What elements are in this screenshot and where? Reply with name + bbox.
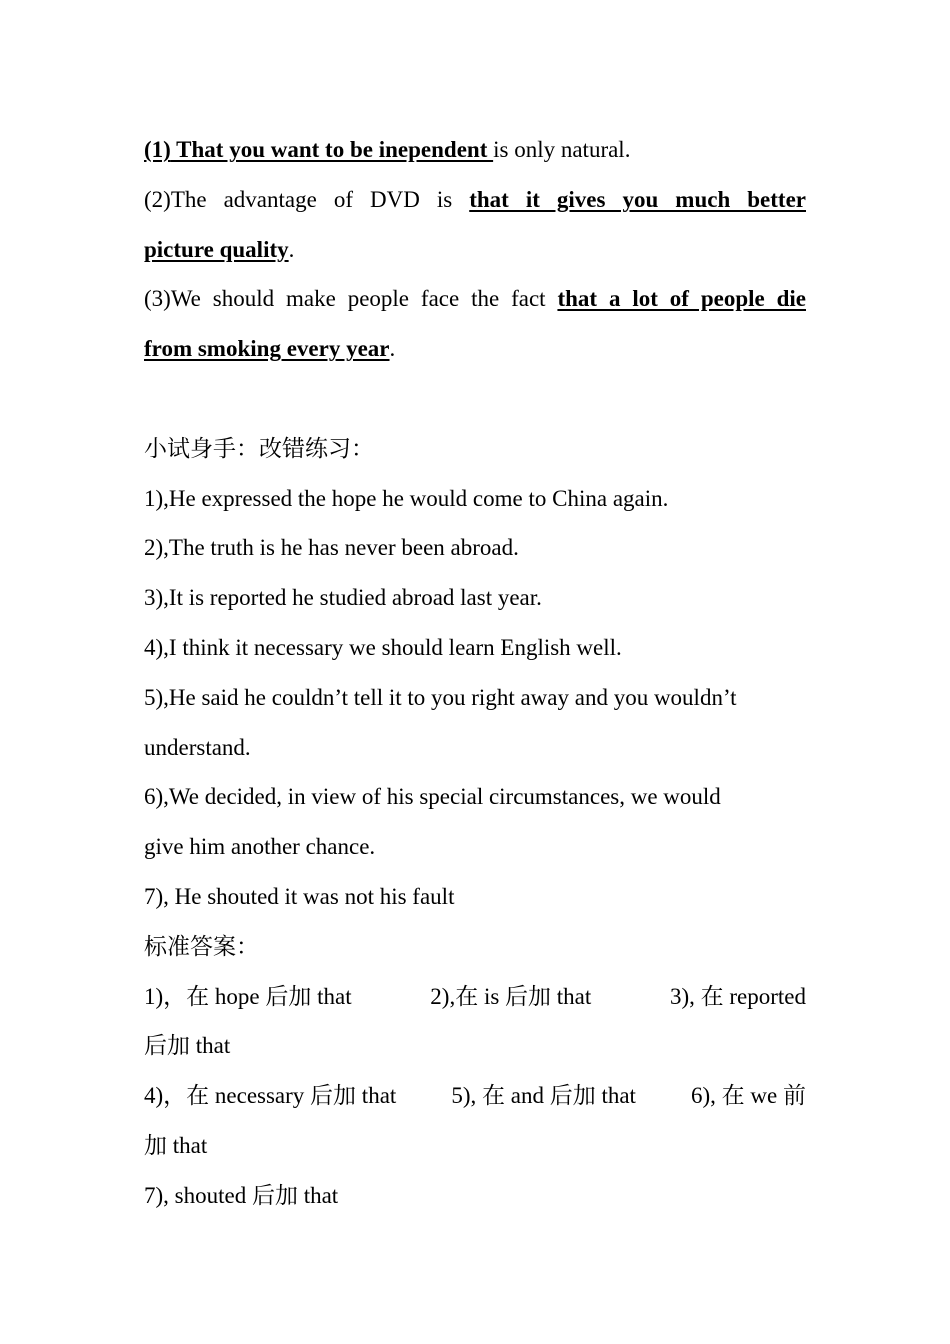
example-2-line-1 (144, 175, 806, 225)
example-1-subject-clause: That you want to be inependent (170, 137, 494, 162)
example-3-appositive-clause: that a lot of people die (557, 286, 806, 312)
exercise-item: 2),The truth is he has never been abroad. (144, 535, 519, 561)
exercise-item: 1),He expressed the hope he would come to China again. (144, 485, 669, 511)
example-1 (144, 125, 806, 175)
example-3-prefix: (3)We should make people face the fact (144, 286, 558, 312)
answer-7: 7), shouted 后加 that (144, 1182, 339, 1208)
example-1-label: (1) (144, 137, 171, 162)
blank-line (144, 374, 806, 424)
example-1-rest: is only natural. (493, 137, 631, 162)
example-3-appositive-clause-cont: from smoking every year (144, 336, 390, 362)
example-3-line-1 (144, 274, 806, 324)
answer-3-cont: 后加 that (144, 1033, 231, 1059)
example-2-prefix: (2)The advantage of DVD is (144, 186, 470, 212)
answers-row-2 (144, 1071, 806, 1121)
exercise-item: 7), He shouted it was not his fault (144, 883, 455, 909)
exercise-item: 4),I think it necessary we should learn English well. (144, 634, 622, 660)
example-2-predicative-clause: that it gives you much better (469, 186, 806, 212)
example-2-predicative-clause-cont: picture quality (144, 236, 289, 262)
example-3-end: . (389, 336, 396, 362)
answer-1: 1)，在 hope 后加 that (144, 983, 352, 1009)
document-page (144, 125, 806, 1221)
example-3-line-2 (144, 324, 806, 374)
exercise-item-cont: understand. (144, 734, 251, 760)
example-2-end: . (288, 236, 295, 262)
exercise-item-cont: give him another chance. (144, 834, 376, 860)
answer-6: 6), 在 we 前 (691, 1083, 806, 1109)
exercise-item: 3),It is reported he studied abroad last year. (144, 585, 542, 611)
answer-4: 4)，在 necessary 后加 that (144, 1083, 397, 1109)
answer-3: 3), 在 reported (669, 983, 806, 1009)
exercise-item: 5),He said he couldn’t tell it to you right away and you wouldn’t (144, 684, 737, 710)
answer-5: 5), 在 and 后加 that (451, 1083, 636, 1109)
answers-row-1 (144, 972, 806, 1022)
answer-6-cont: 加 that (144, 1132, 208, 1158)
exercise-heading: 小试身手：改错练习： (144, 435, 374, 461)
answers-heading: 标准答案： (144, 933, 259, 959)
example-2-line-2 (144, 225, 806, 275)
answer-2: 2),在 is 后加 that (430, 983, 592, 1009)
exercise-item: 6),We decided, in view of his special circumstances, we would (144, 784, 721, 810)
